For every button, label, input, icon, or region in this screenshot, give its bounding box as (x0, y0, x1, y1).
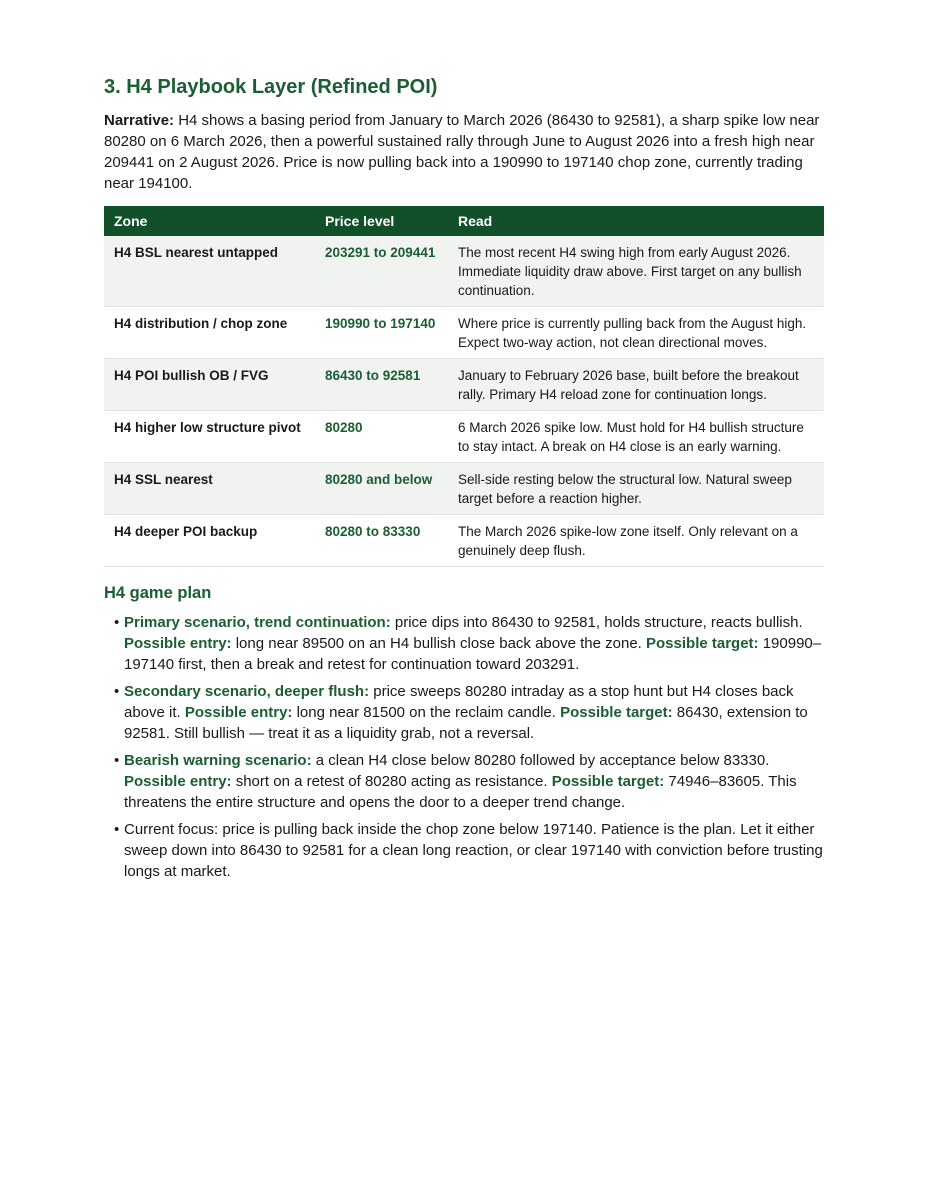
price-cell: 190990 to 197140 (315, 307, 448, 359)
bullet-marker: • (114, 821, 120, 838)
read-cell: 6 March 2026 spike low. Must hold for H4 bullish structure to stay intact. A break on H4 close is an early warning. (448, 411, 824, 463)
game-plan-list (104, 612, 824, 882)
zone-cell: H4 POI bullish OB / FVG (104, 359, 315, 411)
zone-cell: H4 deeper POI backup (104, 515, 315, 567)
game-plan-title: H4 game plan (104, 584, 212, 602)
zones-table (104, 206, 824, 567)
column-header-price-level: Price level (315, 206, 448, 236)
table-row (104, 463, 824, 515)
zone-cell: H4 BSL nearest untapped (104, 236, 315, 307)
narrative-label: Narrative: (104, 112, 175, 129)
column-header-zone: Zone (104, 206, 315, 236)
entry-text: long near 81500 on the reclaim candle. (292, 704, 561, 721)
bullet-marker: • (114, 683, 120, 700)
price-cell: 80280 to 83330 (315, 515, 448, 567)
table-body (104, 236, 824, 567)
list-item (114, 750, 824, 813)
current-focus-text: Current focus: price is pulling back inside the chop zone below 197140. Patience is the plan. Let it either sweep down into 86430 to 92581 for a clean long reaction, or clear 197140 with conviction before trusting longs at market. (124, 821, 823, 880)
price-cell: 80280 (315, 411, 448, 463)
list-item (114, 612, 824, 675)
read-cell: Where price is currently pulling back from the August high. Expect two-way action, not clean directional moves. (448, 307, 824, 359)
table-row (104, 236, 824, 307)
scenario-label: Primary scenario, trend continuation: (124, 614, 391, 631)
list-item (114, 681, 824, 744)
table-row (104, 307, 824, 359)
scenario-text: price sweeps 80280 intraday as a stop hunt but H4 closes back above it. (124, 683, 794, 721)
read-cell: The most recent H4 swing high from early August 2026. Immediate liquidity draw above. First target on any bullish continuation. (448, 236, 824, 307)
bullet-marker: • (114, 614, 120, 631)
target-label: Possible target: (560, 704, 673, 721)
table-row (104, 515, 824, 567)
price-cell: 86430 to 92581 (315, 359, 448, 411)
price-cell: 203291 to 209441 (315, 236, 448, 307)
entry-label: Possible entry: (124, 773, 232, 790)
target-label: Possible target: (551, 773, 665, 790)
target-label: Possible target: (646, 635, 759, 652)
section-title: 3. H4 Playbook Layer (Refined POI) (104, 76, 438, 98)
read-cell: Sell-side resting below the structural low. Natural sweep target before a reaction higher. (448, 463, 824, 515)
column-header-read: Read (448, 206, 824, 236)
table-header-row (104, 206, 824, 236)
target-text: 190990–197140 first, then a break and retest for continuation toward 203291. (124, 635, 822, 673)
narrative-text: H4 shows a basing period from January to March 2026 (86430 to 92581), a sharp spike low near 80280 on 6 March 2026, then a powerful sustained rally through June to August 2026 into a fresh high near 209441 on 2 August 2026. Price is now pulling back into a 190990 to 197140 chop zone, currently trading near 194100. (104, 112, 820, 192)
table-row (104, 359, 824, 411)
zone-cell: H4 higher low structure pivot (104, 411, 315, 463)
narrative-paragraph (104, 110, 824, 194)
target-text: 74946–83605. This threatens the entire structure and opens the door to a deeper trend change. (124, 773, 797, 811)
entry-text: short on a retest of 80280 acting as resistance. (231, 773, 552, 790)
scenario-label: Bearish warning scenario: (124, 752, 312, 769)
bullet-marker: • (114, 752, 120, 769)
read-cell: January to February 2026 base, built before the breakout rally. Primary H4 reload zone for continuation longs. (448, 359, 824, 411)
scenario-text: price dips into 86430 to 92581, holds structure, reacts bullish. (390, 614, 803, 631)
read-cell: The March 2026 spike-low zone itself. Only relevant on a genuinely deep flush. (448, 515, 824, 567)
table-header (104, 206, 824, 236)
price-cell: 80280 and below (315, 463, 448, 515)
scenario-label: Secondary scenario, deeper flush: (124, 683, 370, 700)
zone-cell: H4 distribution / chop zone (104, 307, 315, 359)
table-row (104, 411, 824, 463)
zone-cell: H4 SSL nearest (104, 463, 315, 515)
target-text: 86430, extension to 92581. Still bullish — treat it as a liquidity grab, not a reversal. (124, 704, 808, 742)
list-item (114, 819, 824, 882)
entry-label: Possible entry: (184, 704, 293, 721)
entry-text: long near 89500 on an H4 bullish close back above the zone. (231, 635, 647, 652)
entry-label: Possible entry: (124, 635, 232, 652)
scenario-text: a clean H4 close below 80280 followed by acceptance below 83330. (311, 752, 770, 769)
